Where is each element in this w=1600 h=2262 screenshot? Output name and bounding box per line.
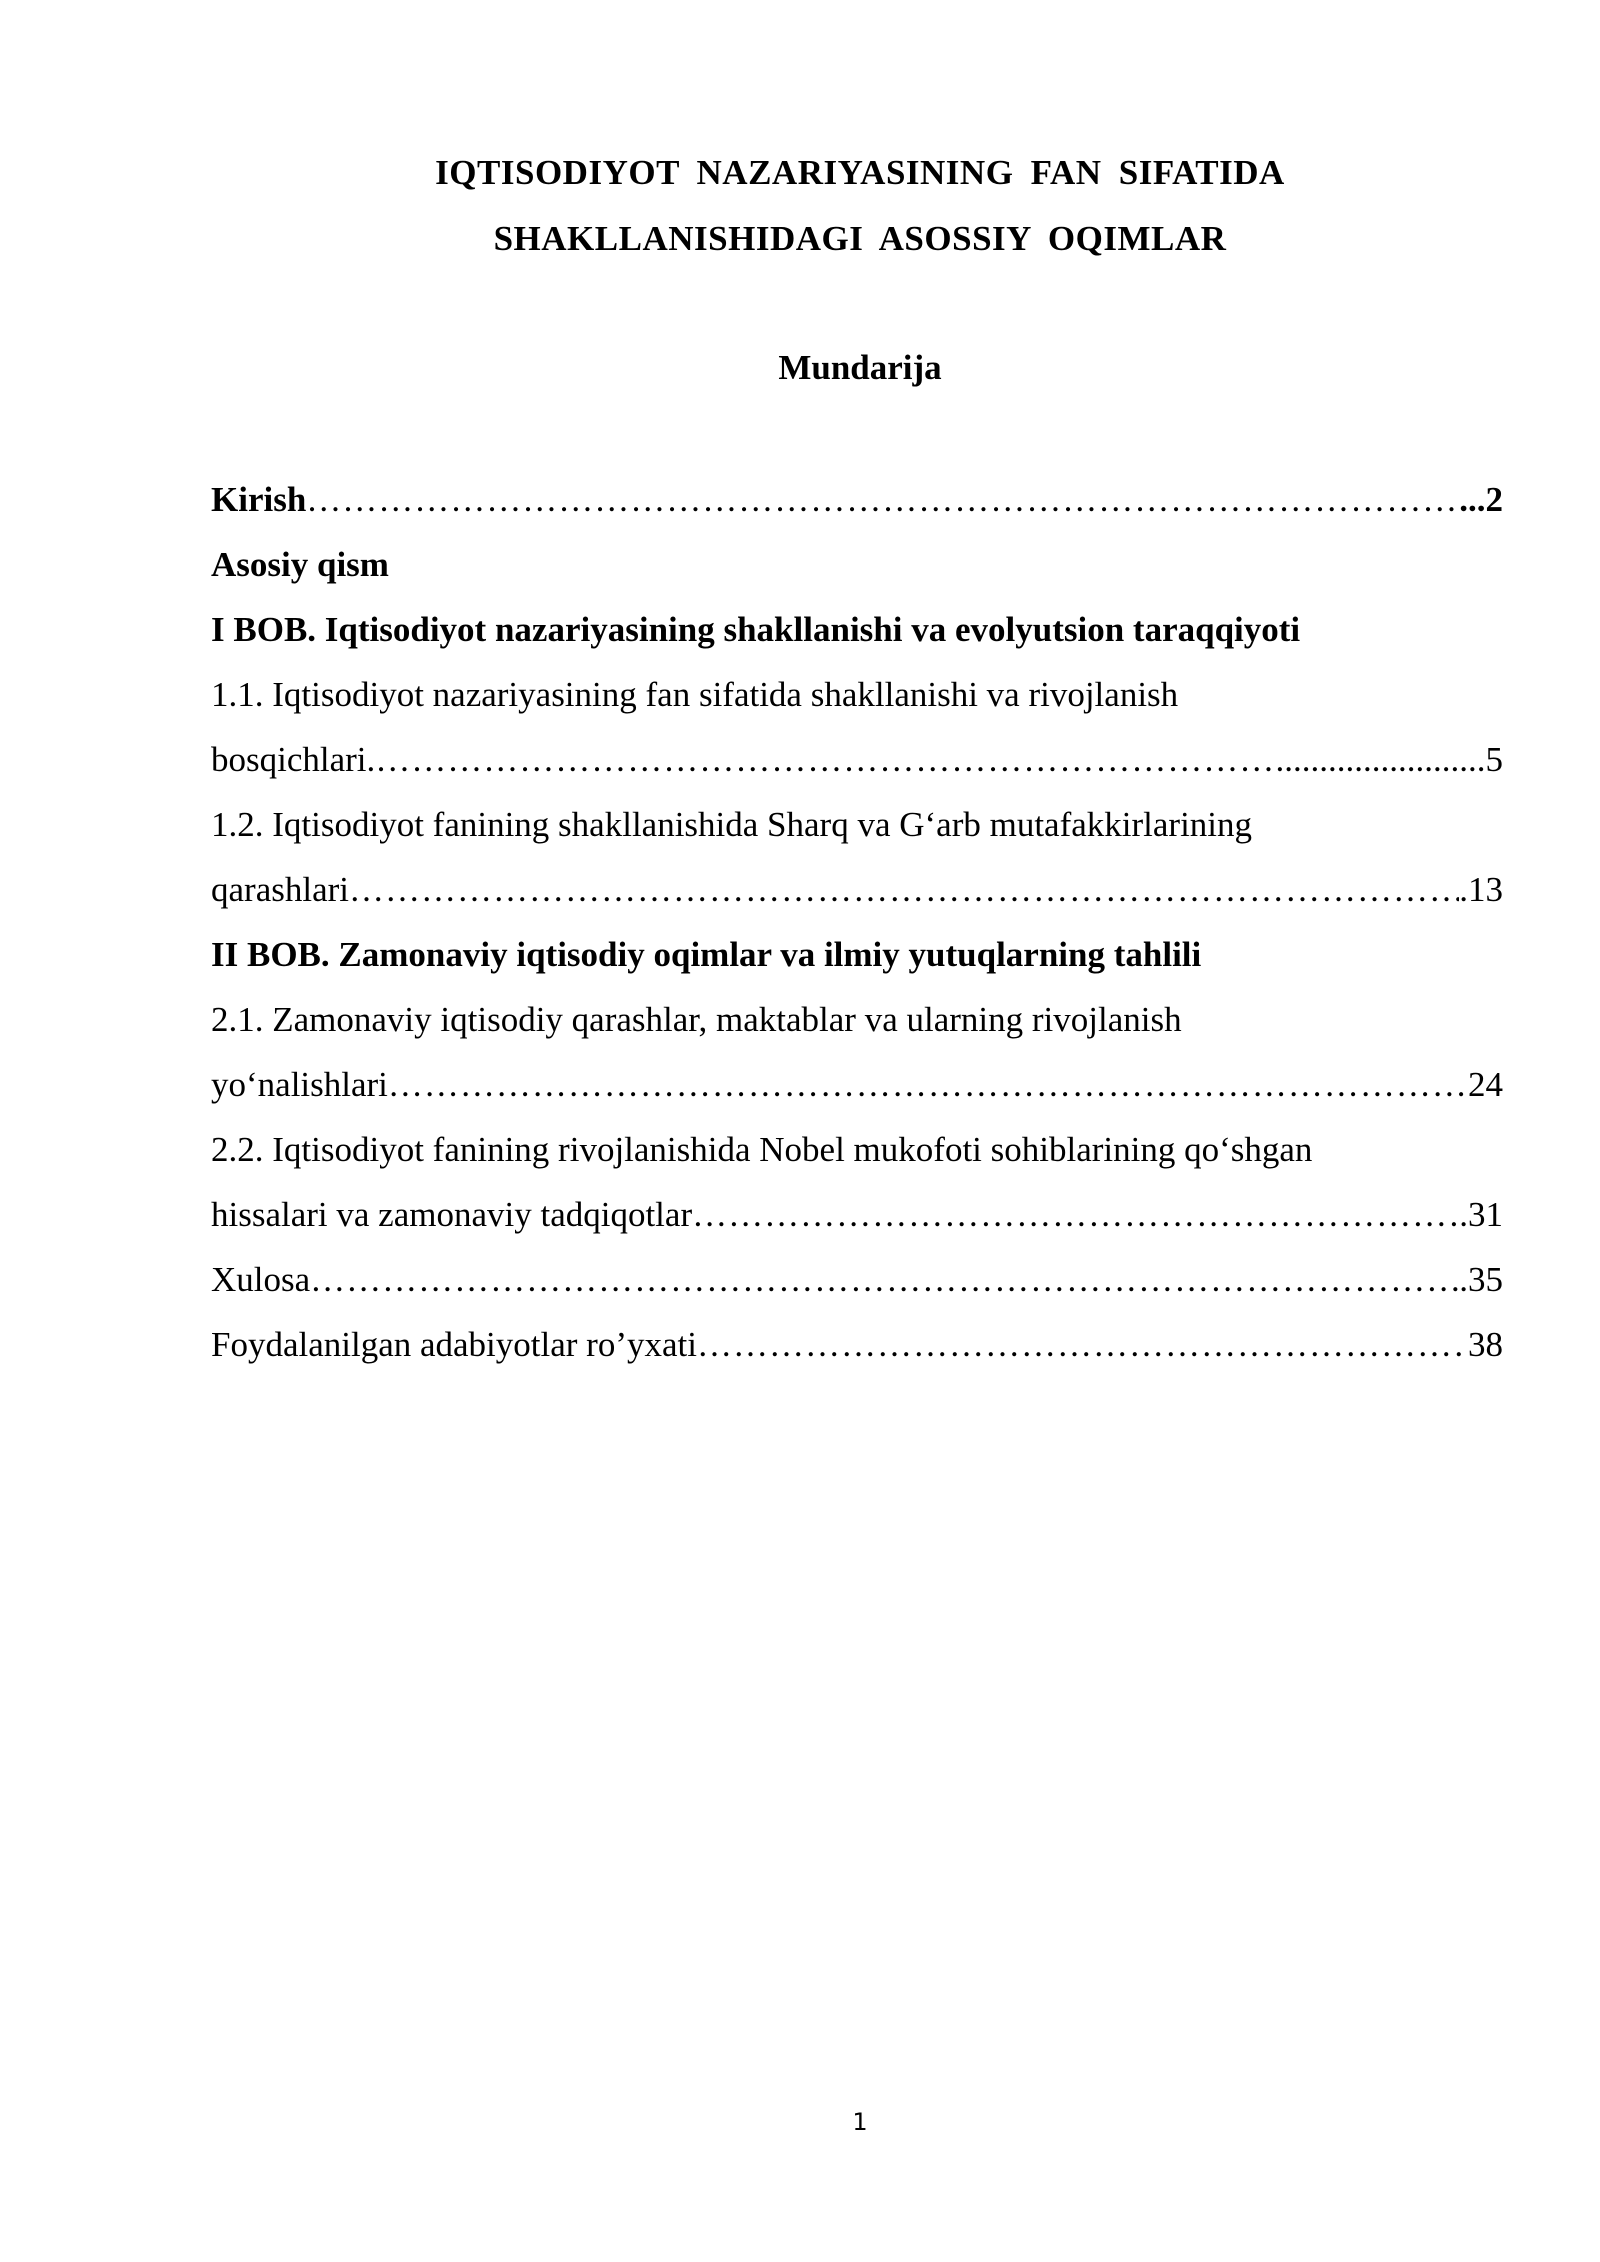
toc-entry-text: 2.1. Zamonaviy iqtisodiy qarashlar, maktablar va ularning rivojlanish [211, 1000, 1182, 1039]
toc-entry-text: 1.1. Iqtisodiyot nazariyasining fan sifatida shakllanishi va rivojlanish [211, 675, 1179, 714]
toc-entry-text: Xulosa [211, 1260, 311, 1299]
document-title-line-2: SHAKLLANISHIDAGI ASOSSIY OQIMLAR [493, 219, 1227, 258]
toc-entry-text: Foydalanilgan adabiyotlar ro’yxati [211, 1325, 697, 1364]
toc-entry-2-1-line-1 [211, 997, 1503, 1062]
toc-entry-references [211, 1322, 1503, 1387]
toc-entry-1-2-line-2 [211, 867, 1503, 932]
toc-chapter-2 [211, 932, 1503, 997]
dot-leader [692, 1192, 1459, 1238]
table-of-contents [211, 477, 1503, 1387]
dot-leader [310, 1257, 1459, 1303]
toc-entry-2-2-line-1 [211, 1127, 1503, 1192]
toc-entry-text: I BOB. Iqtisodiyot nazariyasining shakllanishi va evolyutsion taraqqiyoti [211, 610, 1301, 649]
toc-heading: Mundarija [778, 348, 942, 387]
toc-entry-text: Asosiy qism [211, 545, 389, 584]
toc-entry-page: .13 [1459, 870, 1503, 909]
toc-entry-text: hissalari va zamonaviy tadqiqotlar [211, 1195, 693, 1234]
toc-entry-page: .35 [1459, 1260, 1503, 1299]
dot-leader [375, 737, 1275, 783]
dot-leader [306, 477, 1459, 523]
toc-entry-2-1-line-2 [211, 1062, 1503, 1127]
toc-entry-intro [211, 477, 1503, 542]
dot-leader [388, 1062, 1468, 1108]
toc-entry-page: 38 [1468, 1325, 1503, 1364]
toc-entry-text: qarashlari [211, 870, 349, 909]
toc-entry-text: 1.2. Iqtisodiyot fanining shakllanishida Sharq va G‘arb mutafakkirlarining [211, 805, 1253, 844]
toc-entry-page: ...2 [1459, 480, 1503, 519]
toc-entry-conclusion [211, 1257, 1503, 1322]
toc-entry-1-2-line-1 [211, 802, 1503, 867]
document-title-line-1: IQTISODIYOT NAZARIYASINING FAN SIFATIDA [435, 153, 1285, 192]
page-number: 1 [852, 2108, 868, 2136]
toc-chapter-1 [211, 607, 1503, 672]
toc-entry-page: 24 [1468, 1065, 1503, 1104]
toc-entry-text: yo‘nalishlari [211, 1065, 388, 1104]
toc-entry-page: ........................5 [1275, 740, 1503, 779]
toc-entry-page: .31 [1459, 1195, 1503, 1234]
toc-entry-text: 2.2. Iqtisodiyot fanining rivojlanishida Nobel mukofoti sohiblarining qo‘shgan [211, 1130, 1313, 1169]
toc-entry-text: Kirish [211, 480, 307, 519]
dot-leader [697, 1322, 1468, 1368]
toc-entry-text: bosqichlari. [211, 740, 376, 779]
dot-leader [349, 867, 1459, 913]
toc-entry-text: II BOB. Zamonaviy iqtisodiy oqimlar va ilmiy yutuqlarning tahlili [211, 935, 1202, 974]
toc-entry-1-1-line-1 [211, 672, 1503, 737]
toc-entry-1-1-line-2 [211, 737, 1503, 802]
toc-section-main-part [211, 542, 1503, 607]
toc-entry-2-2-line-2 [211, 1192, 1503, 1257]
